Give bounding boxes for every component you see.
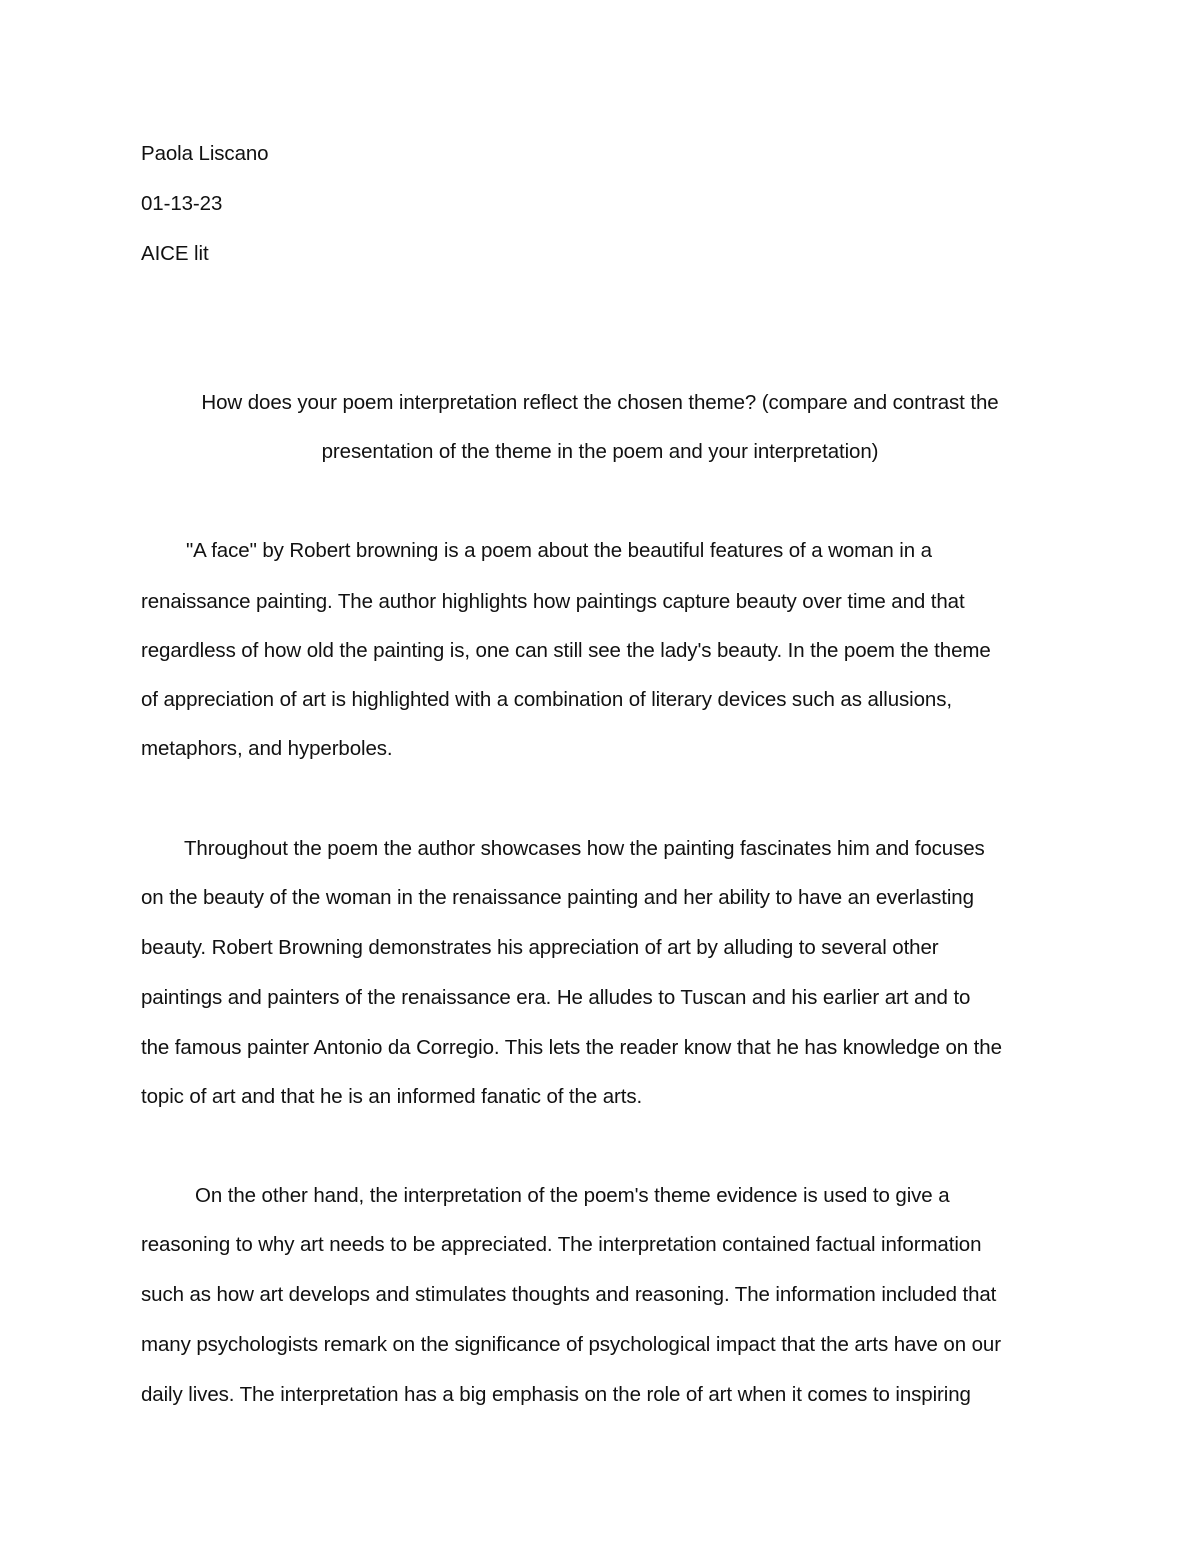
paragraph-3-line-4: many psychologists remark on the significance of psychological impact that the arts have on our xyxy=(141,1333,1001,1356)
paragraph-1-line-2: renaissance painting. The author highlights how paintings capture beauty over time and that xyxy=(141,590,965,613)
paragraph-3-line-1: On the other hand, the interpretation of the poem's theme evidence is used to give a xyxy=(195,1184,950,1207)
document-date: 01-13-23 xyxy=(141,192,223,215)
paragraph-1-line-1: "A face" by Robert browning is a poem about the beautiful features of a woman in a xyxy=(186,539,932,562)
paragraph-2-line-2: on the beauty of the woman in the renaissance painting and her ability to have an everlasting xyxy=(141,886,974,909)
author-name: Paola Liscano xyxy=(141,142,269,165)
paragraph-3-line-5: daily lives. The interpretation has a big emphasis on the role of art when it comes to inspiring xyxy=(141,1383,971,1406)
paragraph-3-line-3: such as how art develops and stimulates thoughts and reasoning. The information included that xyxy=(141,1283,997,1306)
paragraph-2-line-4: paintings and painters of the renaissance era. He alludes to Tuscan and his earlier art and to xyxy=(141,986,971,1009)
paragraph-1-line-5: metaphors, and hyperboles. xyxy=(141,737,393,760)
paragraph-2-line-6: topic of art and that he is an informed fanatic of the arts. xyxy=(141,1085,643,1108)
paragraph-1-line-4: of appreciation of art is highlighted with a combination of literary devices such as allusions, xyxy=(141,688,952,711)
paragraph-2-line-5: the famous painter Antonio da Corregio. This lets the reader know that he has knowledge on the xyxy=(141,1036,1002,1059)
paragraph-2-line-1: Throughout the poem the author showcases how the painting fascinates him and focuses xyxy=(184,837,985,860)
paragraph-2-line-3: beauty. Robert Browning demonstrates his appreciation of art by alluding to several other xyxy=(141,936,939,959)
paragraph-1-line-3: regardless of how old the painting is, one can still see the lady's beauty. In the poem the theme xyxy=(141,639,991,662)
paragraph-3-line-2: reasoning to why art needs to be appreciated. The interpretation contained factual information xyxy=(141,1233,982,1256)
question-line-2: presentation of the theme in the poem and your interpretation) xyxy=(321,440,879,463)
course-name: AICE lit xyxy=(141,242,209,265)
question-line-1: How does your poem interpretation reflect the chosen theme? (compare and contrast the xyxy=(201,391,999,414)
